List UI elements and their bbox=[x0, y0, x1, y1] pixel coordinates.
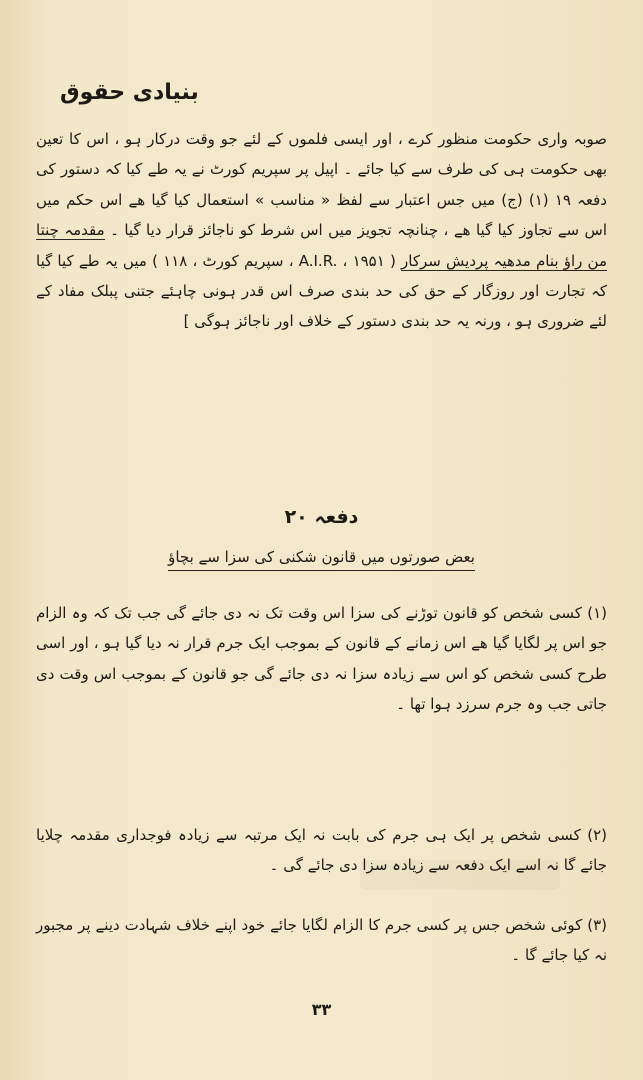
case-citation-underlined: مقدمہ چنتا من راؤ بنام مدھیہ پردیش سرکار bbox=[36, 221, 608, 270]
section-heading: دفعہ ۲۰ bbox=[284, 506, 359, 528]
page-number: ۳۳ bbox=[311, 1000, 332, 1019]
section-subtitle bbox=[0, 548, 643, 566]
paragraph-commentary bbox=[36, 124, 607, 337]
running-head: بنیادی حقوق bbox=[60, 80, 199, 105]
commentary-text-part-2: ( A.I.R. ، ۱۹۵۱ ، سپریم کورٹ ، ۱۱۸ ) میں یہ طے کیا گیا کہ تجارت اور روزگار کے حق کی حد بندی صرف اس قدر ہونی چاہئے جتنی پبلک مفاد کے لئے ضروری ہو ، ورنہ یہ حد بندی دستور کے خلاف اور ناجائز ہوگی ] bbox=[36, 251, 607, 331]
clause-3: (۳) کوئی شخص جس پر کسی جرم کا الزام لگایا جائے خود اپنے خلاف شہادت دینے پر مجبور نہ کیا جائے گا ۔ bbox=[36, 916, 607, 965]
clause-1: (۱) کسی شخص کو قانون توڑنے کی سزا اس وقت تک نہ دی جائے گی جب تک کہ وہ الزام جو اس پر لگایا گیا ھے اس زمانے کے قانون کے بموجب ایک جرم قرار نہ دیا گیا ہو ، اور اسی طرح کسی شخص کو اس سے زیادہ سزا نہ دی جائے گی جو قانون کے بموجب اس وقت دی جاتی جب وہ جرم سرزد ہوا تھا ۔ bbox=[36, 604, 607, 714]
section-subtitle-text: بعض صورتوں میں قانون شکنی کی سزا سے بچاؤ bbox=[168, 548, 475, 571]
commentary-text-part-1: صوبہ واری حکومت منظور کرے ، اور ایسی فلموں کے لئے جو وقت درکار ہو ، اس کا تعین بھی حکومت ہی کی طرف سے کیا جائے ۔ اپیل پر سپریم کورٹ نے یہ طے کیا کہ دستور کی دفعہ ۱۹ (۱) (ج) میں جس اعتبار سے لفظ « مناسب » استعمال کیا گیا ھے اس حکم میں اس سے تجاوز کیا گیا ھے ، چنانچہ تجویز میں اس شرط کو ناجائز قرار دیا گیا ۔ bbox=[36, 130, 608, 240]
clause-2: (۲) کسی شخص پر ایک ہی جرم کی بابت نہ ایک مرتبہ سے زیادہ فوجداری مقدمہ چلایا جائے گا نہ اسے ایک دفعہ سے زیادہ سزا دی جائے گی ۔ bbox=[36, 826, 607, 875]
